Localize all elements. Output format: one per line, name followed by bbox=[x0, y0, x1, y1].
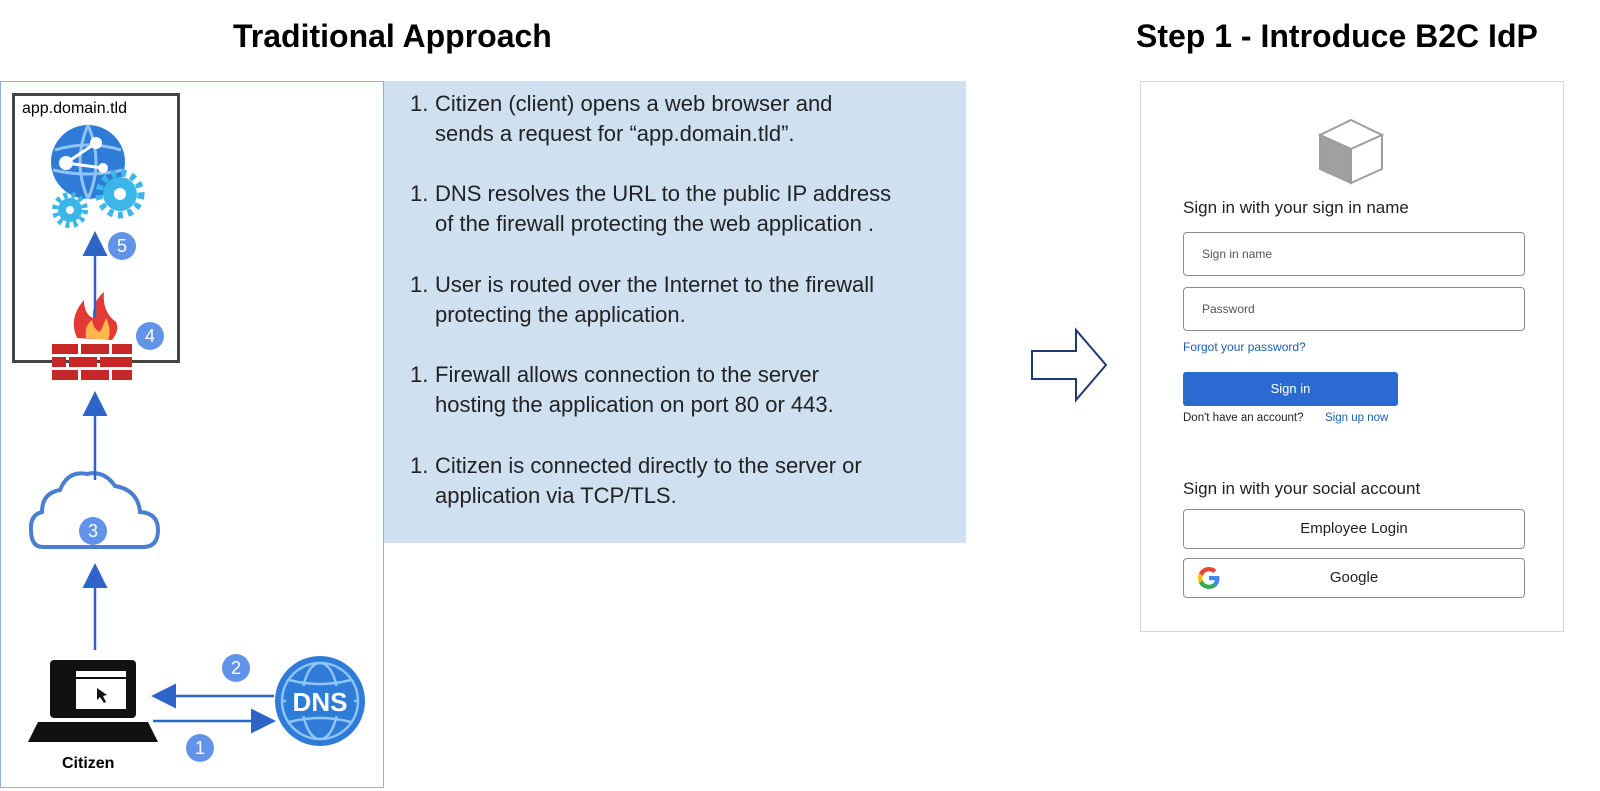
step-text-line: hosting the application on port 80 or 443. bbox=[435, 392, 834, 417]
step-text-line: sends a request for “app.domain.tld”. bbox=[435, 121, 795, 146]
title-traditional-approach: Traditional Approach bbox=[233, 18, 552, 54]
google-icon bbox=[1196, 565, 1222, 591]
step-number: 1. bbox=[410, 181, 429, 206]
cube-logo-icon bbox=[1316, 117, 1386, 187]
step-text-line: Firewall allows connection to the server bbox=[435, 362, 819, 387]
title-step-1: Step 1 - Introduce B2C IdP bbox=[1136, 18, 1538, 54]
right-arrow-icon bbox=[1030, 327, 1110, 405]
step-badge-4: 4 bbox=[136, 322, 164, 350]
step-text-line: application via TCP/TLS. bbox=[435, 483, 677, 508]
signin-button[interactable]: Sign in bbox=[1183, 372, 1398, 406]
google-login-label: Google bbox=[1329, 569, 1379, 586]
step-badge-2: 2 bbox=[222, 654, 250, 682]
google-login-button[interactable] bbox=[1183, 558, 1525, 598]
dns-label: DNS bbox=[292, 687, 348, 717]
step-text-line: of the firewall protecting the web application . bbox=[435, 211, 875, 236]
citizen-label: Citizen bbox=[62, 755, 115, 772]
step-text-line: Citizen (client) opens a web browser and bbox=[435, 91, 833, 116]
step-text-line: protecting the application. bbox=[435, 302, 686, 327]
step-text-line: User is routed over the Internet to the firewall bbox=[435, 272, 874, 297]
step-number: 1. bbox=[410, 272, 429, 297]
no-account-text: Don't have an account? bbox=[1183, 412, 1304, 424]
signup-link[interactable]: Sign up now bbox=[1325, 412, 1389, 424]
diagram-graphics bbox=[0, 0, 400, 791]
step-badge-3: 3 bbox=[79, 517, 107, 545]
step-text-line: DNS resolves the URL to the public IP address bbox=[435, 181, 892, 206]
laptop-icon bbox=[28, 660, 158, 742]
step-number: 1. bbox=[410, 453, 429, 478]
app-domain-label: app.domain.tld bbox=[22, 100, 127, 117]
step-text-line: Citizen is connected directly to the server or bbox=[435, 453, 862, 478]
social-signin-heading: Sign in with your social account bbox=[1183, 479, 1421, 498]
signin-name-field[interactable]: Sign in name bbox=[1183, 232, 1525, 276]
signin-heading: Sign in with your sign in name bbox=[1183, 198, 1409, 217]
step-badge-1: 1 bbox=[186, 734, 214, 762]
step-number: 1. bbox=[410, 91, 429, 116]
password-field[interactable]: Password bbox=[1183, 287, 1525, 331]
firewall-icon bbox=[52, 292, 132, 380]
step-number: 1. bbox=[410, 362, 429, 387]
employee-login-button[interactable]: Employee Login bbox=[1183, 509, 1525, 549]
forgot-password-link[interactable]: Forgot your password? bbox=[1183, 340, 1306, 354]
dns-icon bbox=[275, 656, 365, 746]
step-badge-5: 5 bbox=[108, 232, 136, 260]
